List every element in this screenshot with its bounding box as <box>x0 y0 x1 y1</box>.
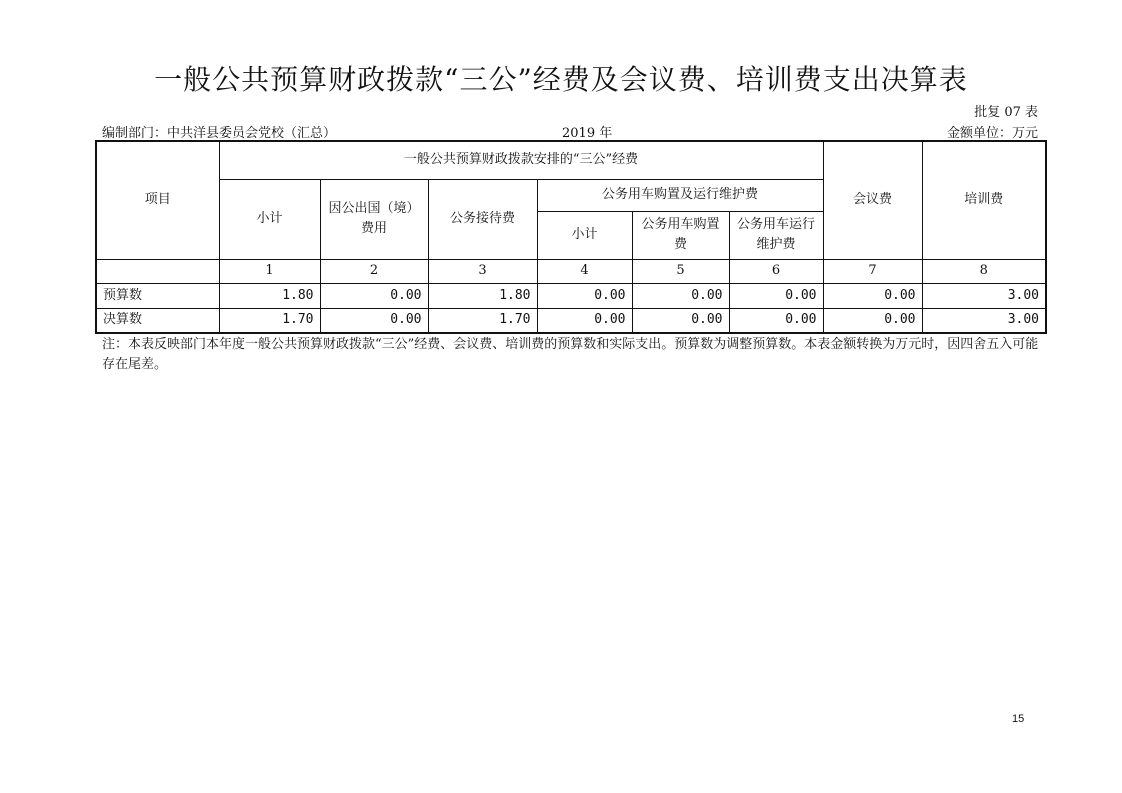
header-item: 项目 <box>96 141 219 259</box>
cell-value: 0.00 <box>537 283 632 308</box>
cell-value: 0.00 <box>729 283 823 308</box>
cell-value: 1.70 <box>428 308 537 333</box>
table-note: 注：本表反映部门本年度一般公共预算财政拨款“三公”经费、会议费、培训费的预算数和实际支出。预算数为调整预算数。本表金额转换为万元时，因四舍五入可能存在尾差。 <box>102 337 1039 372</box>
cell-value: 0.00 <box>632 283 729 308</box>
column-number: 8 <box>922 259 1046 283</box>
header-vehicle-operation: 公务用车运行维护费 <box>729 211 823 259</box>
header-abroad: 因公出国（境）费用 <box>320 179 428 259</box>
column-number: 5 <box>632 259 729 283</box>
row-label: 预算数 <box>96 283 219 308</box>
header-vehicle-subtotal: 小计 <box>537 211 632 259</box>
cell-value: 1.70 <box>219 308 320 333</box>
header-vehicle-purchase: 公务用车购置费 <box>632 211 729 259</box>
column-number-row <box>96 259 1046 283</box>
cell-value: 0.00 <box>823 283 922 308</box>
page-title: 一般公共预算财政拨款“三公”经费及会议费、培训费支出决算表 <box>154 63 968 96</box>
cell-value: 0.00 <box>320 308 428 333</box>
cell-value: 3.00 <box>922 308 1046 333</box>
page-number: 15 <box>1012 713 1025 725</box>
column-number: 6 <box>729 259 823 283</box>
column-number: 4 <box>537 259 632 283</box>
cell-value: 1.80 <box>428 283 537 308</box>
report-year: 2019 年 <box>562 126 613 141</box>
header-training: 培训费 <box>922 141 1046 259</box>
column-number-blank <box>96 259 219 283</box>
header-group-main: 一般公共预算财政拨款安排的“三公”经费 <box>219 141 823 179</box>
header-meeting: 会议费 <box>823 141 922 259</box>
amount-unit: 金额单位：万元 <box>946 126 1038 141</box>
column-number: 7 <box>823 259 922 283</box>
row-label: 决算数 <box>96 308 219 333</box>
cell-value: 0.00 <box>729 308 823 333</box>
table-row-budget <box>96 283 1046 308</box>
table-row-actual <box>96 308 1046 333</box>
cell-value: 3.00 <box>922 283 1046 308</box>
column-number: 3 <box>428 259 537 283</box>
header-vehicle-group: 公务用车购置及运行维护费 <box>537 179 823 211</box>
cell-value: 0.00 <box>320 283 428 308</box>
header-subtotal: 小计 <box>219 179 320 259</box>
column-number: 1 <box>219 259 320 283</box>
approval-code: 批复 07 表 <box>974 105 1038 120</box>
expenditure-table <box>95 140 1047 334</box>
cell-value: 0.00 <box>632 308 729 333</box>
compiling-unit: 编制部门：中共洋县委员会党校（汇总） <box>102 126 337 141</box>
header-reception: 公务接待费 <box>428 179 537 259</box>
column-number: 2 <box>320 259 428 283</box>
cell-value: 1.80 <box>219 283 320 308</box>
cell-value: 0.00 <box>823 308 922 333</box>
cell-value: 0.00 <box>537 308 632 333</box>
